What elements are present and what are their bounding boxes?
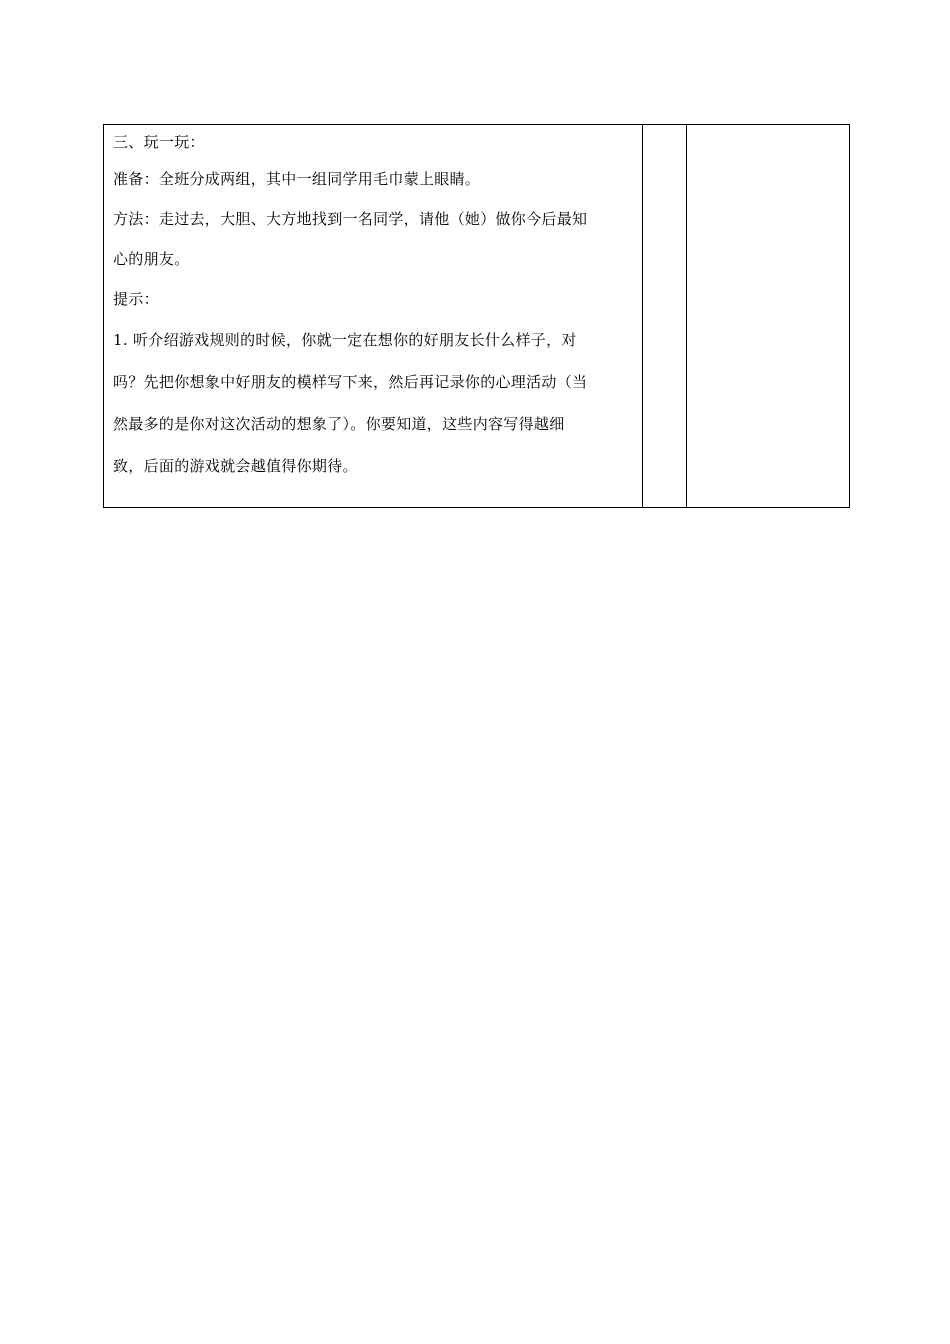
- empty-cell-right: [687, 125, 850, 508]
- method-text-line-1: 方法：走过去，大胆、大方地找到一名同学，请他（她）做你今后最知: [113, 210, 588, 228]
- lesson-table: [103, 124, 850, 508]
- empty-cell-middle: [643, 125, 687, 508]
- content-cell: [104, 125, 643, 508]
- preparation-text: 准备：全班分成两组，其中一组同学用毛巾蒙上眼睛。: [113, 170, 481, 188]
- tip-text-line-3: 然最多的是你对这次活动的想象了）。你要知道，这些内容写得越细: [113, 415, 565, 433]
- tip-label: 提示：: [113, 290, 159, 308]
- table-row: [104, 125, 850, 508]
- method-text-line-2: 心的朋友。: [113, 250, 190, 268]
- activity-content: [104, 125, 642, 487]
- tip-text-line-4: 致，后面的游戏就会越值得你期待。: [113, 457, 358, 475]
- tip-text-line-1: 1. 听介绍游戏规则的时候，你就一定在想你的好朋友长什么样子，对: [113, 331, 577, 349]
- tip-text-line-2: 吗？先把你想象中好朋友的模样写下来，然后再记录你的心理活动（当: [113, 373, 588, 391]
- section-title: 三、玩一玩：: [113, 133, 205, 151]
